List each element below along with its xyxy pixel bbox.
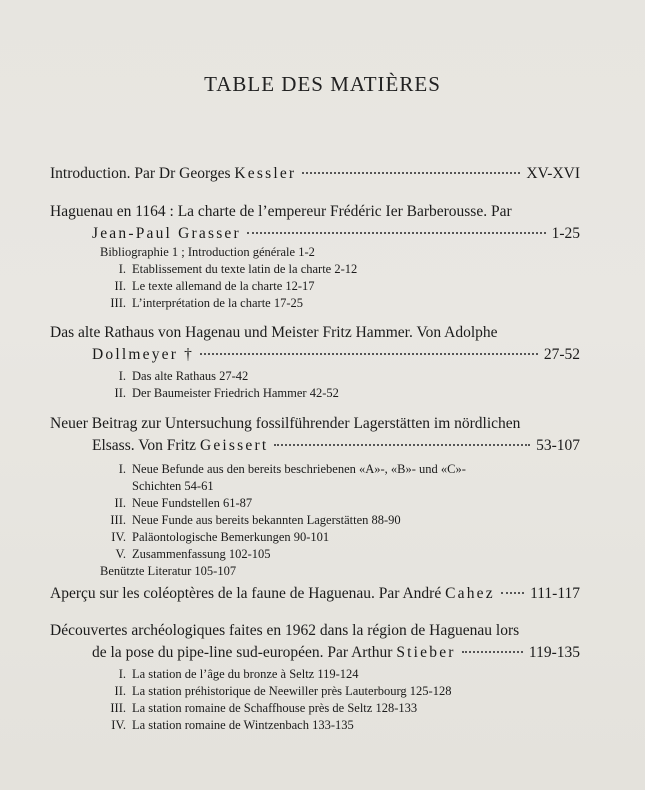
entry-title: Introduction. Par Dr Georges	[50, 165, 231, 182]
entry-pages: XV-XVI	[526, 165, 580, 182]
subsection-list	[0, 666, 645, 734]
subsection-list	[0, 461, 645, 580]
leader-dots	[302, 172, 520, 174]
leader-dots	[501, 592, 524, 594]
entry-author: Jean-Paul Grasser	[92, 225, 241, 242]
entry-author: Stieber	[396, 644, 456, 661]
sub-item: II. Der Baumeister Friedrich Hammer 42-52	[114, 386, 339, 400]
sub-item: III. La station romaine de Schaffhouse près de Seltz 128-133	[110, 701, 418, 715]
leader-dots	[200, 353, 538, 355]
toc-entry-haguenau-1164	[50, 201, 580, 245]
sub-item: II. Le texte allemand de la charte 12-17	[114, 279, 315, 293]
page-title: TABLE DES MATIÈRES	[204, 72, 441, 96]
entry-title: Découvertes archéologiques faites en 1962 dans la région de Haguenau lors	[50, 622, 520, 639]
sub-item: Benützte Literatur 105-107	[100, 564, 237, 578]
entry-title: Das alte Rathaus von Hagenau und Meister Fritz Hammer. Von Adolphe	[50, 324, 498, 341]
entry-title: Haguenau en 1164 : La charte de l’empereur Frédéric Ier Barberousse. Par	[50, 203, 512, 220]
entry-author: Dollmeyer †	[92, 346, 195, 363]
sub-item: Bibliographie 1 ; Introduction générale 1-2	[100, 245, 315, 259]
toc-entry-neuer-beitrag	[50, 413, 580, 457]
leader-dots	[247, 232, 546, 234]
toc-entry-rathaus	[50, 322, 580, 366]
entry-pages: 1-25	[551, 225, 580, 242]
entry-title-cont: de la pose du pipe-line sud-européen. Par Arthur	[92, 644, 393, 661]
sub-item: I. Das alte Rathaus 27-42	[118, 369, 249, 383]
sub-item: Schichten 54-61	[132, 479, 214, 493]
entry-author: Kessler	[234, 165, 297, 182]
sub-item: I. Etablissement du texte latin de la charte 2-12	[118, 262, 358, 276]
entry-author: Geissert	[199, 437, 269, 454]
entry-author: Cahez	[445, 585, 495, 602]
toc-entry-decouvertes	[50, 620, 580, 664]
toc-entry-introduction	[50, 163, 580, 185]
leader-dots	[462, 651, 523, 653]
entry-pages: 119-135	[528, 644, 580, 661]
sub-item: III. Neue Funde aus bereits bekannten Lagerstätten 88-90	[110, 513, 401, 527]
sub-item: IV. Paläontologische Bemerkungen 90-101	[111, 530, 330, 544]
subsection-list	[0, 368, 645, 402]
sub-item: II. Neue Fundstellen 61-87	[114, 496, 253, 510]
sub-item: V. Zusammenfassung 102-105	[115, 547, 271, 561]
sub-item: III. L’interprétation de la charte 17-25	[110, 296, 303, 310]
entry-title: Neuer Beitrag zur Untersuchung fossilführender Lagerstätten im nördlichen	[50, 415, 521, 432]
sub-item: I. Neue Befunde aus den bereits beschriebenen «A»-, «B»- und «C»-	[118, 462, 466, 476]
entry-pages: 53-107	[536, 437, 580, 454]
sub-item: II. La station préhistorique de Neewiller près Lauterbourg 125-128	[114, 684, 452, 698]
sub-item: I. La station de l’âge du bronze à Seltz 119-124	[118, 667, 359, 681]
entry-title: Aperçu sur les coléoptères de la faune de Haguenau. Par André	[50, 585, 442, 602]
entry-pages: 27-52	[543, 346, 580, 363]
subsection-list	[0, 244, 645, 312]
leader-dots	[274, 444, 530, 446]
entry-title-cont: Elsass. Von Fritz	[92, 437, 197, 454]
toc-entry-apercu	[50, 583, 580, 605]
sub-item: IV. La station romaine de Wintzenbach 133-135	[111, 718, 354, 732]
entry-pages: 111-117	[530, 585, 580, 602]
